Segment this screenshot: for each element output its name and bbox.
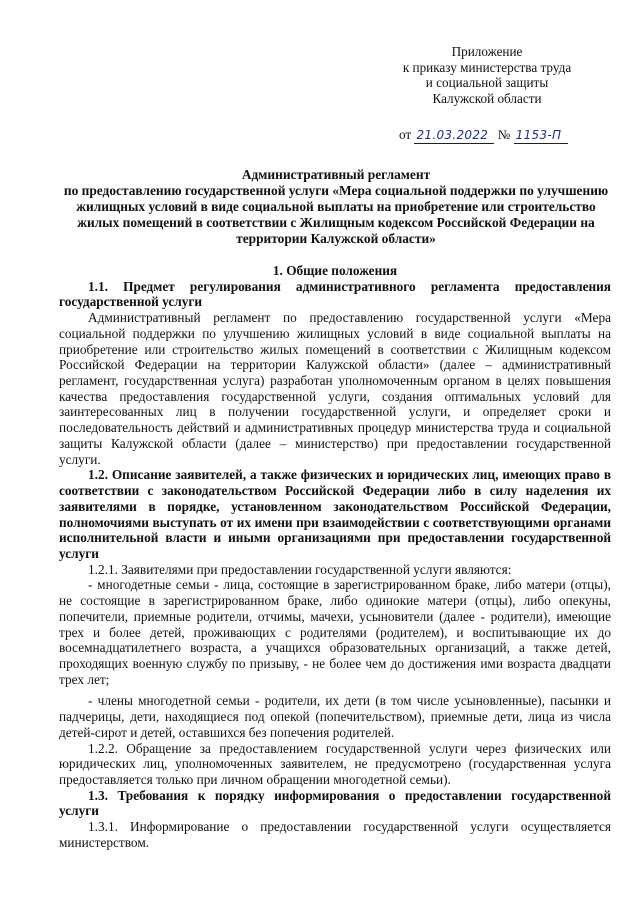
section-heading: 1. Общие положения: [272, 263, 398, 278]
subsection-heading-1-3: 1.3. Требования к порядку информирования о предоставлении государственной услуги: [59, 787, 611, 819]
handwritten-number: 1153-П: [514, 127, 568, 144]
appendix-block: [392, 44, 582, 106]
subsection-heading-1-2: 1.2. Описание заявителей, а также физических и юридических лиц, имеющих право в соответствии с законодательством Российской Федерации либо в силу наделения их заявителями в порядке, установленном законодательством Российской Федерации, полномочиями выступать от их имени при взаимодействии с соответствующими органами исполнительной власти и иными организациями при предоставлении государственной услуги: [59, 467, 611, 561]
list-item-family-members: - члены многодетной семьи - родители, их дети (в том числе усыновленные), пасынки и падчерицы, дети, находящиеся под опекой (попечительством), приемные дети, лица из числа детей-сирот и детей, оставшихся без попечения родителей.: [59, 693, 611, 740]
appendix-line: Калужской области: [432, 90, 542, 106]
document-title: [62, 167, 610, 247]
paragraph-1-1: Административный регламент по предоставлению государственной услуги «Мера социальной поддержки по улучшению жилищных условий в виде социальной выплаты на приобретение или строительство жилых помещений в соответствии с Жилищным кодексом Российской Федерации на территории Калужской области» (далее – административный регламент, государственная услуга) разработан уполномоченным органом в целях повышения качества предоставления государственной услуги, создания оптимальных условий для заинтересованных лиц в получении государственной услуги, и определяет сроки и последовательность действий и административных процедур министерства труда и социальной защиты Калужской области (далее – министерство) при предоставлении государственной услуги.: [59, 310, 611, 467]
date-prefix: от: [399, 127, 412, 142]
order-date-number: [399, 127, 568, 144]
title-line: Административный регламент: [241, 167, 431, 182]
subsection-heading-1-1: 1.1. Предмет регулирования административного регламента предоставления государственной услуги: [59, 278, 611, 310]
paragraph-1-2-1-intro: 1.2.1. Заявителями при предоставлении государственной услуги являются:: [88, 561, 512, 577]
paragraph-1-3-1: 1.3.1. Информирование о предоставлении государственной услуги осуществляется министерством.: [59, 819, 611, 850]
appendix-line: к приказу министерства труда: [402, 59, 572, 75]
appendix-line: и социальной защиты: [425, 75, 549, 91]
title-text: по предоставлению государственной услуги «Мера социальной поддержки по улучшению жилищных условий в виде социальной выплаты на приобретение или строительство жилых помещений в соответствии с Жилищным кодексом Российской Федерации на территории Калужской области»: [63, 183, 609, 247]
list-item-applicants: - многодетные семьи - лица, состоящие в зарегистрированном браке, либо матери (отцы), не состоящие в зарегистрированном браке, либо одинокие матери (отцы), либо опекуны, попечители, приемные родители, отчимы, мачехи, усыновители (далее - родители), имеющие трех и более детей, проживающих с родителями (родителем), и воспитывающие их до восемнадцатилетнего возраста, а учащихся образовательных организаций, а также детей, проходящих военную службу по призыву, - не более чем до достижения ими возраста двадцати трех лет;: [59, 577, 611, 687]
paragraph-1-2-2: 1.2.2. Обращение за предоставлением государственной услуги через физических или юридических лиц, уполномоченных заявителем, не предусмотрено (государственная услуга предоставляется только при личном обращении многодетной семьи).: [59, 740, 611, 787]
handwritten-date: 21.03.2022: [414, 127, 494, 144]
document-body: [59, 263, 611, 851]
number-prefix: №: [497, 127, 511, 142]
appendix-line: Приложение: [451, 44, 523, 59]
